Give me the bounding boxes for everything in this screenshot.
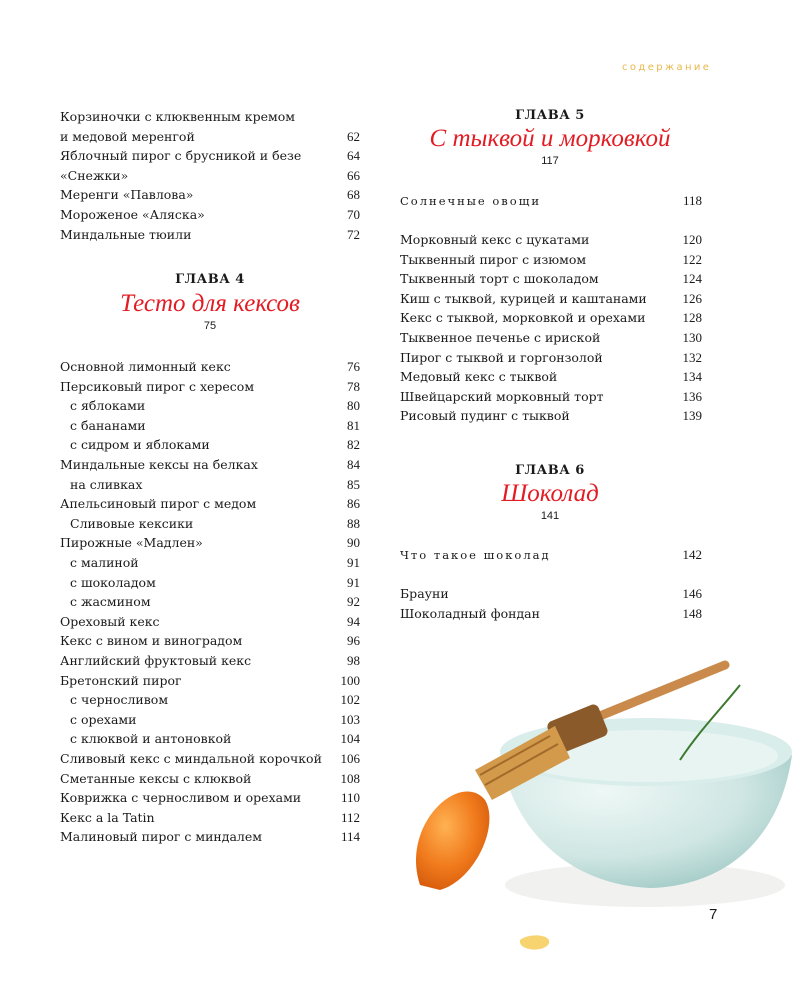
entry-title: с шоколадом <box>70 574 156 590</box>
entry-page: 80 <box>347 398 360 414</box>
entry-page: 86 <box>347 496 360 512</box>
toc-entry <box>400 605 702 623</box>
chapter5-page: 117 <box>541 155 559 167</box>
entry-page: 70 <box>347 207 360 222</box>
chapter6-intro <box>400 546 702 564</box>
entry-page: 104 <box>340 731 360 747</box>
entry-page: 66 <box>347 167 360 183</box>
toc-entry <box>60 436 360 454</box>
toc-entry <box>60 397 360 415</box>
toc-entry <box>60 632 360 650</box>
toc-entry <box>60 672 360 690</box>
toc-entry <box>400 388 702 406</box>
entry-title: с сидром и яблоками <box>70 437 210 453</box>
entry-page: 91 <box>347 555 360 570</box>
toc-entry <box>60 534 360 552</box>
entry-page: 106 <box>340 751 360 766</box>
entry-page: 108 <box>340 770 360 786</box>
entry-page: 100 <box>340 672 360 688</box>
entry-title: на сливках <box>70 476 143 492</box>
entry-title: Ореховый кекс <box>60 613 160 629</box>
entry-title: Сливовый кекс с миндальной корочкой <box>60 751 322 766</box>
entry-title: Пирог с тыквой и горгонзолой <box>400 349 603 365</box>
entry-page: 103 <box>340 711 360 727</box>
chapter4-title: Тесто для кексов <box>120 290 300 317</box>
entry-page: 112 <box>340 809 360 825</box>
entry-title: с клюквой и антоновкой <box>70 731 232 747</box>
entry-page: 136 <box>682 388 702 404</box>
entry-page: 91 <box>347 574 360 590</box>
entry-title: Медовый кекс с тыквой <box>400 369 558 385</box>
entry-title: Тыквенный торт с шоколадом <box>400 271 599 287</box>
entry-page: 124 <box>682 271 702 287</box>
entry-title: Кекс с тыквой, морковкой и орехами <box>400 310 646 326</box>
entry-page: 82 <box>347 437 360 453</box>
entry-title: Швейцарский морковный торт <box>400 388 604 404</box>
entry-title: «Снежки» <box>60 167 129 183</box>
toc-entry <box>60 770 360 788</box>
entry-title: Мороженое «Аляска» <box>60 207 205 222</box>
entry-title: Меренги «Павлова» <box>60 187 194 203</box>
toc-entry <box>400 329 702 347</box>
entry-title: с орехами <box>70 711 137 727</box>
entry-title: Пирожные «Мадлен» <box>60 535 203 551</box>
entry-page: 78 <box>347 378 360 394</box>
chapter6-title: Шоколад <box>501 480 599 507</box>
entry-title: Сливовые кексики <box>70 515 194 531</box>
entry-title: Киш с тыквой, курицей и каштанами <box>400 290 647 306</box>
toc-entry <box>60 691 360 709</box>
chapter6-page: 141 <box>540 510 560 522</box>
entry-page: 81 <box>347 417 360 433</box>
entry-title: Морковный кекс с цукатами <box>400 232 590 247</box>
chapter5-title: С тыквой и морковкой <box>429 125 671 152</box>
entry-title: Основной лимонный кекс <box>60 359 231 374</box>
toc-entry <box>60 809 360 827</box>
entry-title: с малиной <box>70 555 139 570</box>
entry-page: 72 <box>347 226 360 242</box>
entry-title: Яблочный пирог с брусникой и безе <box>60 148 302 164</box>
entry-page: 68 <box>347 187 360 203</box>
entry-title: с черносливом <box>70 692 169 708</box>
toc-entry <box>60 789 360 807</box>
toc-entry <box>60 417 360 435</box>
entry-page: 139 <box>682 408 702 424</box>
entry-page: 118 <box>682 193 702 208</box>
entry-page: 102 <box>340 692 360 708</box>
chapter6-list <box>400 585 702 625</box>
toc-entry <box>60 456 360 474</box>
entry-title: Бретонский пирог <box>60 672 182 688</box>
entry-title: Рисовый пудинг с тыквой <box>400 408 570 424</box>
toc-entry <box>400 270 702 288</box>
page-number: 7 <box>709 906 718 923</box>
entry-title: Корзиночки с клюквенным кремом <box>60 109 295 124</box>
toc-entry <box>60 554 360 572</box>
toc-entry <box>400 349 702 367</box>
chapter5-list <box>400 231 702 431</box>
entry-title: Апельсиновый пирог с медом <box>60 496 257 512</box>
entry-page: 146 <box>682 586 702 601</box>
toc-entry <box>60 750 360 768</box>
toc-entry <box>400 251 702 269</box>
entry-page: 120 <box>682 232 702 247</box>
entry-page: 84 <box>347 457 360 472</box>
toc-entry <box>60 495 360 513</box>
entry-page: 94 <box>347 613 360 629</box>
chapter4-page: 75 <box>203 320 217 332</box>
entry-page: 98 <box>347 653 360 668</box>
toc-entry <box>60 226 360 244</box>
entry-title: Малиновый пирог с миндалем <box>60 829 262 845</box>
toc-entry <box>400 368 702 386</box>
entry-page: 148 <box>682 605 702 621</box>
entry-page: 110 <box>340 790 360 806</box>
bowl-and-brush-illustration <box>380 640 796 1000</box>
toc-entry <box>60 613 360 631</box>
entry-title: с жасмином <box>70 594 151 610</box>
chapter5-label: ГЛАВА 5 <box>515 108 585 123</box>
toc-entry <box>400 192 702 210</box>
entry-title: Кекс a la Tatin <box>60 809 155 825</box>
entry-page: 128 <box>682 310 702 326</box>
toc-entry <box>400 290 702 308</box>
toc-entry <box>60 730 360 748</box>
entry-page: 122 <box>682 251 702 267</box>
toc-entry <box>400 546 702 564</box>
toc-entry <box>60 574 360 592</box>
brush-handle <box>590 665 725 720</box>
toc-entry <box>400 407 702 425</box>
toc-entry <box>60 652 360 670</box>
entry-title: Солнечные овощи <box>400 194 542 208</box>
entry-page: 134 <box>682 369 702 385</box>
toc-entry <box>60 358 360 376</box>
entry-page: 132 <box>682 349 702 365</box>
entry-title: Миндальные кексы на белках <box>60 457 258 472</box>
entry-page: 90 <box>347 535 360 551</box>
entry-page: 85 <box>347 476 360 492</box>
toc-entry <box>400 231 702 249</box>
entry-page: 62 <box>347 128 360 144</box>
entry-title: Кекс с вином и виноградом <box>60 633 243 649</box>
entry-page: 130 <box>682 330 702 345</box>
orange-piece <box>416 792 489 890</box>
entry-page: 126 <box>682 290 702 306</box>
toc-entry <box>400 309 702 327</box>
toc-entry <box>60 593 360 611</box>
toc-entry <box>60 206 360 224</box>
running-head: содержание <box>622 62 712 73</box>
entry-title: с бананами <box>70 417 146 433</box>
toc-entry <box>60 128 360 146</box>
toc-entry <box>60 711 360 729</box>
entry-title: с яблоками <box>70 398 146 414</box>
entry-title: Английский фруктовый кекс <box>60 653 252 668</box>
entry-page: 96 <box>347 633 360 649</box>
toc-entry <box>60 828 360 846</box>
toc-entry <box>60 476 360 494</box>
toc-entry <box>60 167 360 185</box>
entry-title: Шоколадный фондан <box>400 605 540 621</box>
chapter5-intro <box>400 192 702 210</box>
chapter4-label: ГЛАВА 4 <box>175 272 245 287</box>
entry-title: Сметанные кексы с клюквой <box>60 770 252 786</box>
entry-title: Брауни <box>400 586 449 601</box>
entry-page: 92 <box>347 594 360 610</box>
entry-title: Тыквенный пирог с изюмом <box>400 251 587 267</box>
entry-page: 88 <box>347 515 360 531</box>
entry-page: 64 <box>347 148 360 164</box>
entry-title: Коврижка с черносливом и орехами <box>60 790 302 806</box>
entry-title: Что такое шоколад <box>400 548 551 562</box>
toc-entry <box>60 515 360 533</box>
entry-title: Тыквенное печенье с ириской <box>400 330 601 345</box>
entry-page: 114 <box>340 829 360 845</box>
chapter4-list <box>60 358 360 858</box>
left-top-list <box>60 108 360 248</box>
entry-page: 142 <box>682 547 702 562</box>
entry-title: и медовой меренгой <box>60 128 195 144</box>
entry-page: 76 <box>347 359 360 374</box>
chapter6-label: ГЛАВА 6 <box>515 463 585 478</box>
toc-entry <box>60 186 360 204</box>
entry-title: Персиковый пирог с хересом <box>60 378 255 394</box>
toc-entry <box>60 147 360 165</box>
entry-title: Миндальные тюили <box>60 226 192 242</box>
toc-entry <box>60 378 360 396</box>
toc-entry <box>60 108 360 126</box>
toc-entry <box>400 585 702 603</box>
